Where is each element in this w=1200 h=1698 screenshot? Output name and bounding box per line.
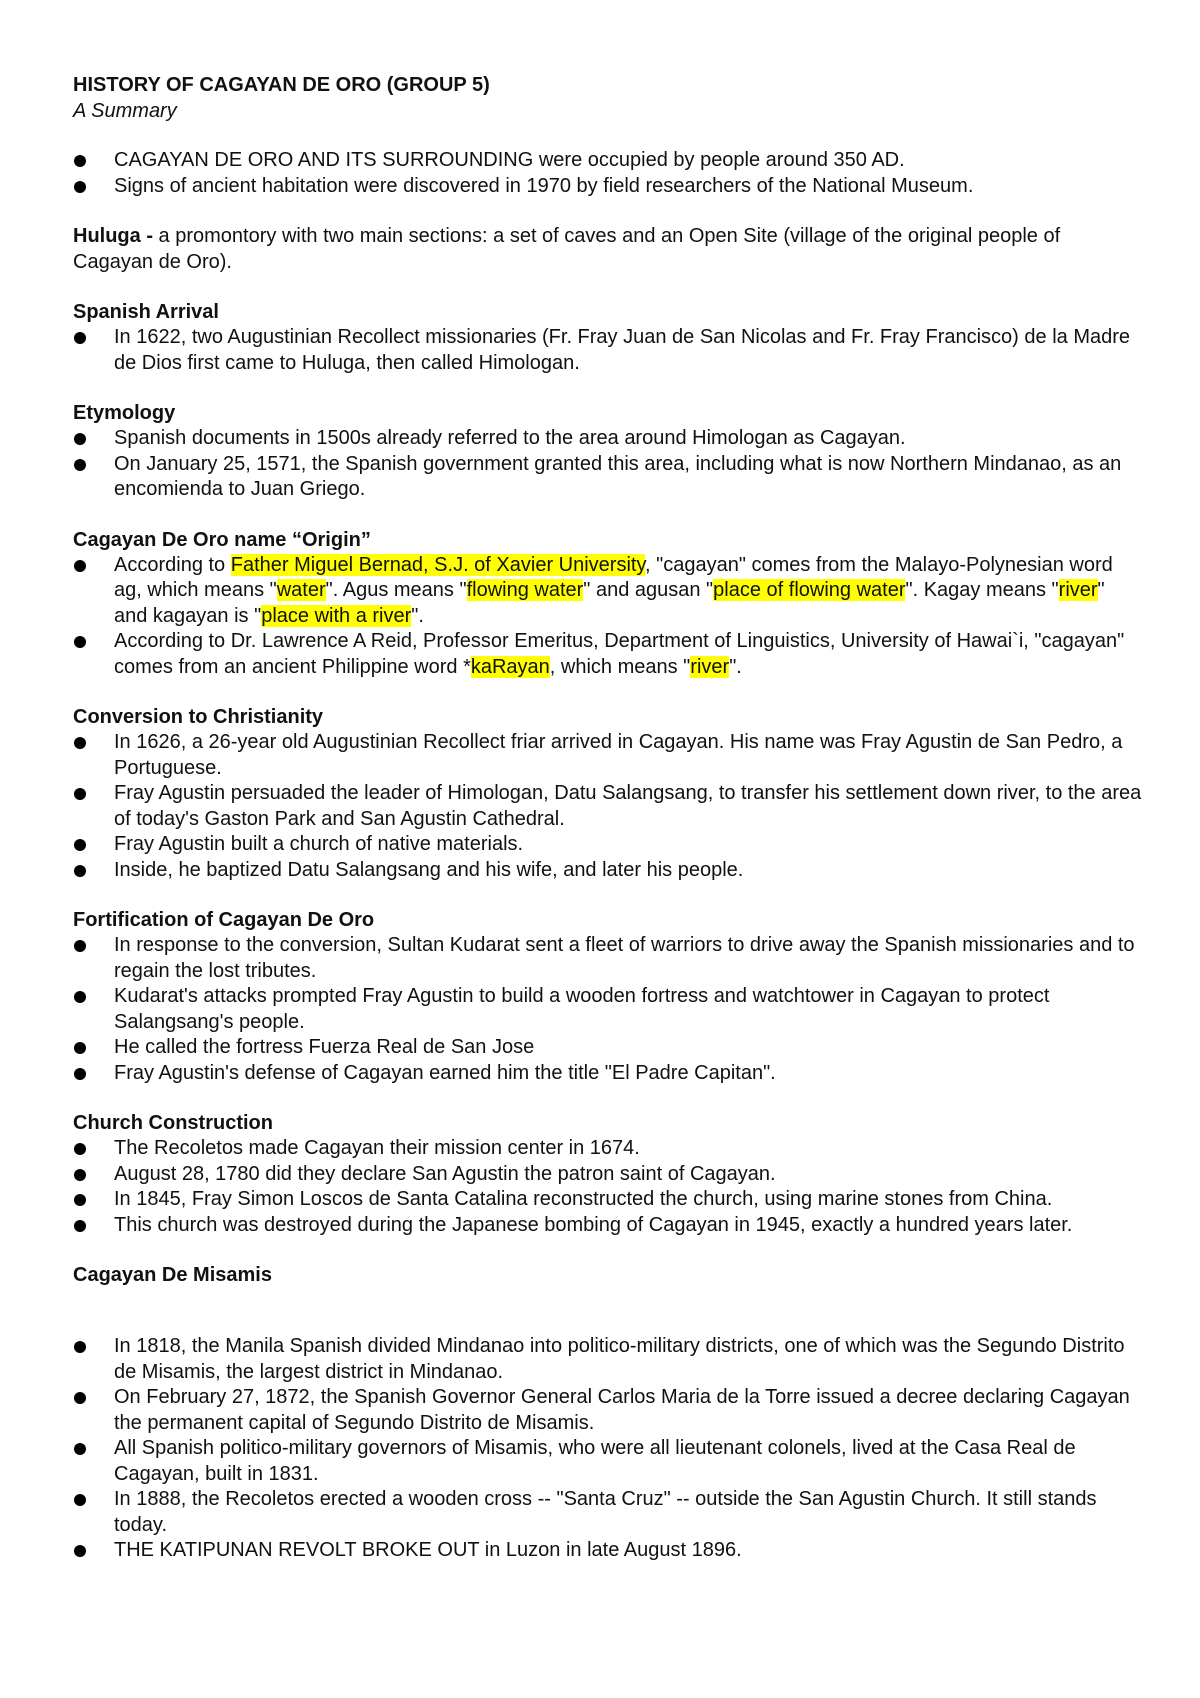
spanish-arrival-list <box>73 325 1143 376</box>
huluga-paragraph <box>73 223 1143 275</box>
list-item: Spanish documents in 1500s already referred to the area around Himologan as Cagayan. <box>73 426 1143 452</box>
bullet-icon <box>74 1042 86 1054</box>
list-item: CAGAYAN DE ORO AND ITS SURROUNDING were occupied by people around 350 AD. <box>73 148 1143 174</box>
list-item: In response to the conversion, Sultan Kudarat sent a fleet of warriors to drive away the Spanish missionaries and to regain the lost tributes. <box>73 933 1143 984</box>
list-item: In 1622, two Augustinian Recollect missionaries (Fr. Fray Juan de San Nicolas and Fr. Fray Francisco) de la Madre de Dios first came to Huluga, then called Himologan. <box>73 325 1143 376</box>
section-title-misamis: Cagayan De Misamis <box>73 1264 272 1286</box>
list-item: This church was destroyed during the Japanese bombing of Cagayan in 1945, exactly a hundred years later. <box>73 1213 1143 1239</box>
highlight: flowing water <box>466 579 584 601</box>
bullet-icon <box>74 332 86 344</box>
intro-list <box>73 148 1143 199</box>
bullet-icon <box>74 1494 86 1506</box>
bullet-icon <box>74 459 86 471</box>
bullet-icon <box>74 737 86 749</box>
section-title-origin: Cagayan De Oro name “Origin” <box>73 528 371 551</box>
document-title: HISTORY OF CAGAYAN DE ORO (GROUP 5) <box>73 74 490 96</box>
etymology-list <box>73 426 1143 503</box>
list-item: THE KATIPUNAN REVOLT BROKE OUT in Luzon in late August 1896. <box>73 1538 1143 1564</box>
list-item: He called the fortress Fuerza Real de San Jose <box>73 1035 1143 1061</box>
bullet-icon <box>74 839 86 851</box>
list-item: On February 27, 1872, the Spanish Governor General Carlos Maria de la Torre issued a decree declaring Cagayan the permanent capital of Segundo Distrito de Misamis. <box>73 1385 1143 1436</box>
list-item: The Recoletos made Cagayan their mission center in 1674. <box>73 1136 1143 1162</box>
bullet-icon <box>74 1220 86 1232</box>
list-item: Fray Agustin built a church of native materials. <box>73 832 1143 858</box>
bullet-icon <box>74 991 86 1003</box>
section-title-etymology: Etymology <box>73 402 176 424</box>
highlight: Father Miguel Bernad, S.J. of Xavier University <box>230 553 645 576</box>
highlight: water <box>276 579 326 601</box>
huluga-term: Huluga - <box>73 225 153 247</box>
huluga-definition: a promontory with two main sections: a set of caves and an Open Site (village of the original people of Cagayan de Oro). <box>73 225 1061 273</box>
list-item: According to Father Miguel Bernad, S.J. of Xavier University, "cagayan" comes from the Malayo-Polynesian word ag, which means "water". Agus means "flowing water" and agusan "place of flowing water". Kagay means "river" and kagayan is "place with a river". <box>73 553 1143 630</box>
list-item: In 1818, the Manila Spanish divided Mindanao into politico-military districts, one of which was the Segundo Distrito de Misamis, the largest district in Mindanao. <box>73 1334 1143 1385</box>
bullet-icon <box>74 788 86 800</box>
list-item: On January 25, 1571, the Spanish government granted this area, including what is now Northern Mindanao, as an encomienda to Juan Griego. <box>73 452 1143 503</box>
bullet-icon <box>74 865 86 877</box>
church-list <box>73 1136 1143 1238</box>
bullet-icon <box>74 1068 86 1080</box>
fortification-list <box>73 933 1143 1086</box>
conversion-list <box>73 730 1143 883</box>
highlight: place with a river <box>261 604 412 627</box>
bullet-icon <box>74 433 86 445</box>
list-item: Kudarat's attacks prompted Fray Agustin to build a wooden fortress and watchtower in Cagayan to protect Salangsang's people. <box>73 984 1143 1035</box>
bullet-icon <box>74 1169 86 1181</box>
bullet-icon <box>74 1545 86 1557</box>
bullet-icon <box>74 155 86 167</box>
misamis-list <box>73 1334 1143 1564</box>
bullet-icon <box>74 636 86 648</box>
list-item: In 1626, a 26-year old Augustinian Recollect friar arrived in Cagayan. His name was Fray Agustin de San Pedro, a Portuguese. <box>73 730 1143 781</box>
section-title-fortification: Fortification of Cagayan De Oro <box>73 909 375 931</box>
bullet-icon <box>74 1341 86 1353</box>
origin-list <box>73 553 1143 681</box>
highlight: river <box>690 655 730 678</box>
bullet-icon <box>74 1392 86 1404</box>
bullet-icon <box>74 940 86 952</box>
bullet-icon <box>74 1443 86 1455</box>
highlight: place of flowing water <box>713 579 906 601</box>
bullet-icon <box>74 181 86 193</box>
section-title-spanish-arrival: Spanish Arrival <box>73 301 219 323</box>
bullet-icon <box>74 1194 86 1206</box>
list-item: Signs of ancient habitation were discovered in 1970 by field researchers of the National Museum. <box>73 174 1143 200</box>
document-page <box>73 72 1143 1564</box>
highlight: river <box>1058 579 1098 601</box>
section-title-conversion: Conversion to Christianity <box>73 706 324 728</box>
bullet-icon <box>74 560 86 572</box>
document-subtitle: A Summary <box>73 100 177 122</box>
list-item: All Spanish politico-military governors of Misamis, who were all lieutenant colonels, lived at the Casa Real de Cagayan, built in 1831. <box>73 1436 1143 1487</box>
list-item: August 28, 1780 did they declare San Agustin the patron saint of Cagayan. <box>73 1162 1143 1188</box>
list-item: Inside, he baptized Datu Salangsang and his wife, and later his people. <box>73 858 1143 884</box>
list-item: In 1888, the Recoletos erected a wooden cross -- "Santa Cruz" -- outside the San Agustin Church. It still stands today. <box>73 1487 1143 1538</box>
list-item: According to Dr. Lawrence A Reid, Professor Emeritus, Department of Linguistics, University of Hawai`i, "cagayan" comes from an ancient Philippine word *kaRayan, which means "river". <box>73 629 1143 680</box>
list-item: Fray Agustin's defense of Cagayan earned him the title "El Padre Capitan". <box>73 1061 1143 1087</box>
list-item: Fray Agustin persuaded the leader of Himologan, Datu Salangsang, to transfer his settlement down river, to the area of today's Gaston Park and San Agustin Cathedral. <box>73 781 1143 832</box>
section-title-church: Church Construction <box>73 1112 273 1134</box>
list-item: In 1845, Fray Simon Loscos de Santa Catalina reconstructed the church, using marine stones from China. <box>73 1187 1143 1213</box>
highlight: kaRayan <box>470 655 550 678</box>
bullet-icon <box>74 1143 86 1155</box>
